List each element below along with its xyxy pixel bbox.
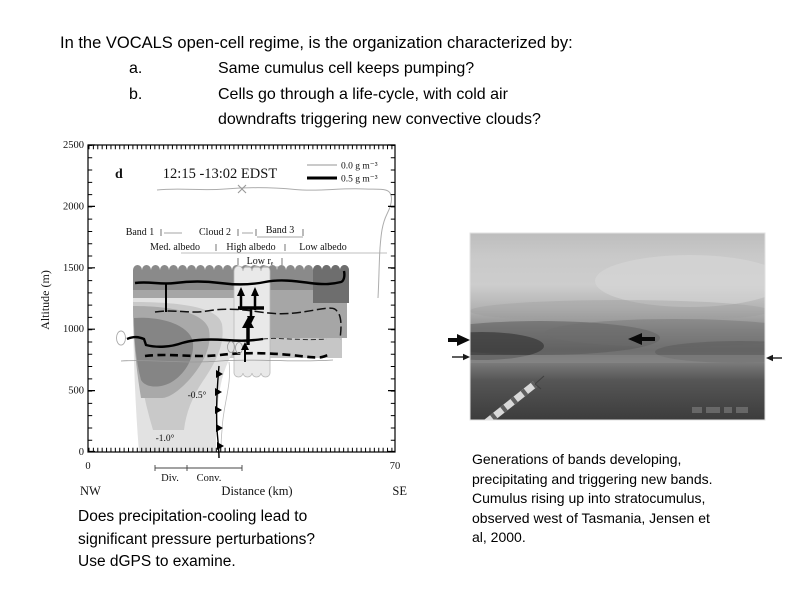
bottom-left-question (78, 506, 315, 574)
item-a-text: Same cumulus cell keeps pumping? (218, 60, 475, 77)
figure-title: 12:15 -13:02 EDST (162, 166, 278, 182)
xtick-70: 70 (389, 461, 401, 472)
div-conv-bracket (155, 465, 242, 471)
photo-image (440, 233, 790, 426)
photo-caption (472, 450, 713, 548)
band3-label: Band 3 (265, 225, 295, 236)
ytick-2500: 2500 (63, 140, 84, 151)
caption-line: observed west of Tasmania, Jensen et (472, 509, 710, 526)
med-albedo-label: Med. albedo (150, 242, 200, 253)
high-albedo-label: High albedo (226, 242, 276, 253)
legend-thin-label: 0.0 g m⁻³ (341, 161, 378, 172)
item-a-label: a. (129, 60, 143, 77)
low-albedo-label: Low albedo (299, 242, 347, 253)
div-label: Div. (161, 473, 179, 484)
ytick-500: 500 (68, 385, 84, 397)
caption-line: precipitating and triggering new bands. (472, 470, 713, 487)
question-line: significant pressure perturbations? (78, 530, 315, 548)
contour-label-1p0: -1.0° (155, 434, 175, 444)
ytick-0: 0 (78, 447, 84, 458)
caption-line: al, 2000. (472, 529, 526, 545)
item-b-label: b. (129, 86, 143, 103)
band1-label: Band 1 (125, 227, 155, 238)
ytick-2000: 2000 (63, 201, 84, 213)
ocean-photo (440, 226, 790, 426)
panel-letter: d (115, 167, 123, 182)
nw-label: NW (80, 484, 101, 498)
xtick-0: 0 (85, 461, 91, 472)
legend-thick-label: 0.5 g m⁻³ (341, 174, 378, 185)
cross-section-figure (35, 140, 420, 505)
arrow-right-large (448, 334, 470, 346)
caption-line: Cumulus rising up into stratocumulus, (472, 490, 706, 506)
conv-label: Conv. (196, 473, 222, 484)
arrow-right-small (452, 354, 470, 360)
caption-line: Generations of bands developing, (472, 451, 682, 467)
se-label: SE (392, 484, 407, 498)
low-re-label: Low rₑ (246, 256, 274, 267)
item-b-text-line2: downdrafts triggering new convective clouds? (218, 111, 541, 128)
y-axis-label: Altitude (m) (38, 270, 52, 330)
slide-title: In the VOCALS open-cell regime, is the organization characterized by: (60, 34, 573, 52)
question-line: Use dGPS to examine. (78, 553, 236, 570)
cloud2-label: Cloud 2 (199, 227, 231, 238)
ytick-1000: 1000 (63, 324, 84, 336)
item-b-text-line1: Cells go through a life-cycle, with cold air (218, 86, 508, 103)
arrow-left-small (766, 355, 782, 361)
x-axis-label: Distance (km) (221, 484, 293, 498)
ytick-1500: 1500 (63, 262, 84, 274)
contour-label-0p5: -0.5° (187, 391, 207, 401)
question-line: Does precipitation-cooling lead to (78, 508, 308, 525)
